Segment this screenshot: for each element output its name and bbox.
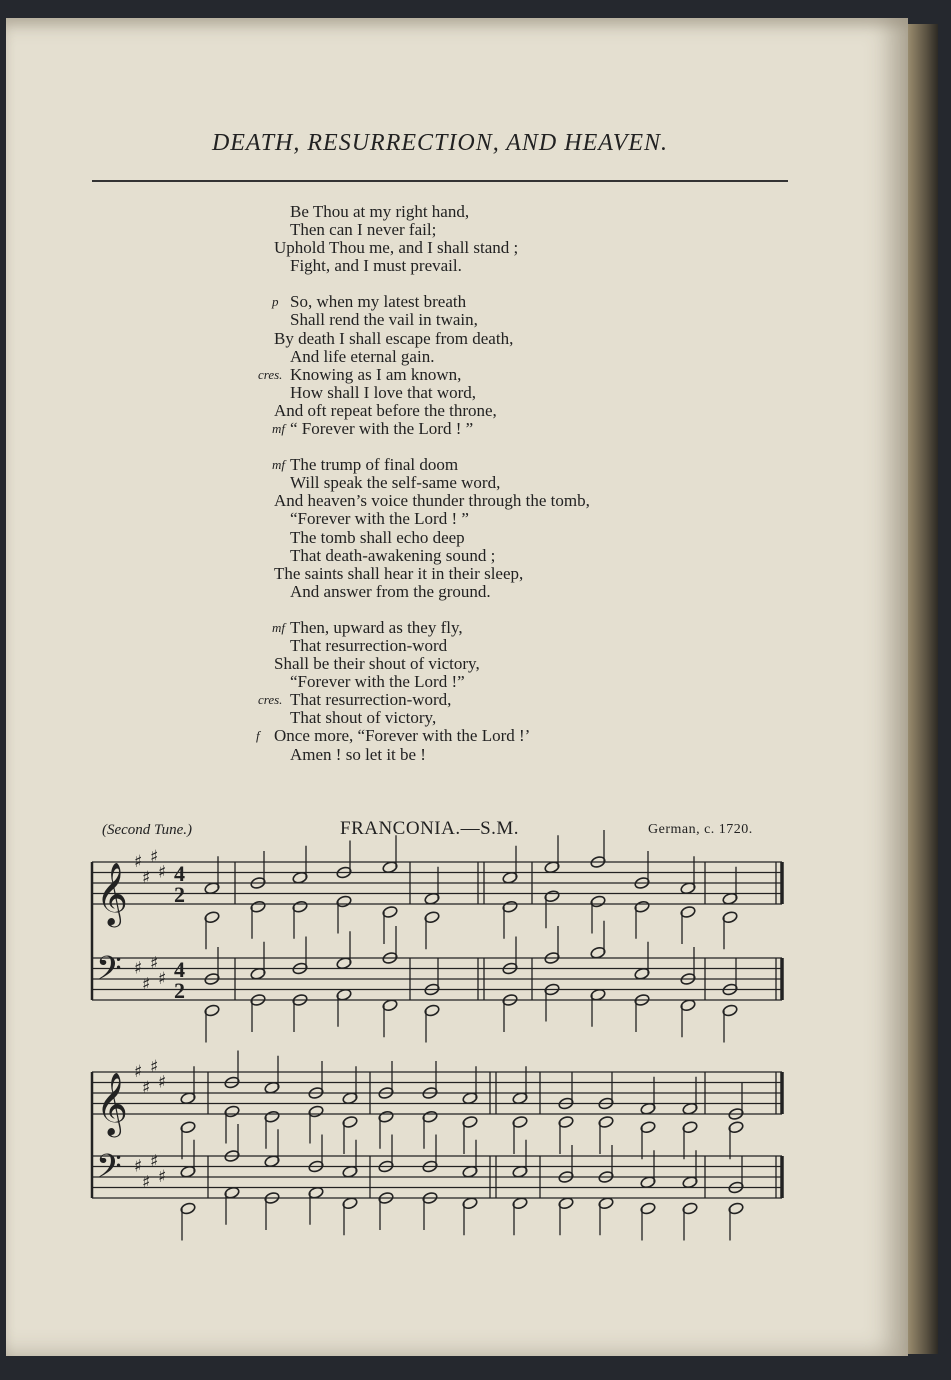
time-signature-bottom: 2	[174, 882, 185, 907]
page-header-title: DEATH, RESURRECTION, AND HEAVEN.	[211, 130, 669, 156]
verse-line-text: And heaven’s voice thunder through the tomb,	[274, 491, 590, 511]
treble-clef: 𝄞	[96, 862, 128, 925]
sharp-sign: ♯	[158, 1167, 167, 1187]
verse-line-text: The trump of final doom	[290, 455, 459, 475]
sharp-sign: ♯	[134, 852, 143, 872]
verse-line-text: “Forever with the Lord !”	[290, 672, 465, 692]
sharp-sign: ♯	[158, 862, 167, 883]
verse-line-text: And life eternal gain.	[290, 346, 435, 366]
sharp-sign: ♯	[134, 958, 143, 979]
verse-line-text: That resurrection-word	[290, 635, 448, 655]
verse-line-text: Then, upward as they fly,	[290, 617, 463, 637]
verse-line-text: Knowing as I am known,	[290, 364, 462, 384]
verse-line-text: How shall I love that word,	[290, 382, 477, 402]
verse-line-text: And oft repeat before the throne,	[274, 400, 497, 420]
verse-line-text: Once more, “Forever with the Lord !’	[274, 726, 531, 746]
verse-line-text: That resurrection-word,	[290, 690, 452, 710]
tune-composer: German, c. 1720.	[648, 822, 753, 837]
verse-line-text: That death-awakening sound ;	[290, 545, 496, 565]
verse-line-text: Will speak the self-same word,	[290, 473, 501, 493]
tune-name: FRANCONIA.—S.M.	[340, 818, 520, 839]
bass-clef: 𝄢	[96, 1148, 122, 1194]
dynamic-marking: p	[272, 294, 279, 310]
verse-line-text: That shout of victory,	[290, 708, 437, 728]
sharp-sign: ♯	[150, 846, 159, 867]
sharp-sign: ♯	[142, 867, 151, 888]
verse-line-text: So, when my latest breath	[290, 292, 467, 312]
verse-line-text: The tomb shall echo deep	[290, 527, 465, 547]
verse-line-text: And answer from the ground.	[290, 581, 491, 601]
time-signature-top: 4	[174, 957, 185, 982]
verse-line-text: Shall rend the vail in twain,	[290, 310, 478, 330]
verse-line-text: By death I shall escape from death,	[274, 328, 514, 348]
sharp-sign: ♯	[158, 1072, 167, 1093]
dynamic-marking: f	[256, 728, 260, 744]
time-signature-top: 4	[174, 861, 185, 886]
verse-line-text: Be Thou at my right hand,	[290, 202, 470, 221]
dynamic-marking: mf	[272, 457, 285, 473]
verse-line-text: “Forever with the Lord ! ”	[290, 509, 469, 529]
sharp-sign: ♯	[150, 953, 159, 974]
dynamic-marking: mf	[272, 421, 285, 437]
time-signature-bottom: 2	[174, 978, 185, 1003]
sharp-sign: ♯	[142, 974, 151, 995]
treble-clef: 𝄞	[96, 1072, 128, 1135]
verse-line-text: Uphold Thou me, and I shall stand ;	[274, 238, 519, 258]
sharp-sign: ♯	[158, 969, 167, 989]
dynamic-marking: cres.	[258, 366, 283, 382]
dynamic-marking: cres.	[258, 692, 283, 708]
tune-label: (Second Tune.)	[102, 822, 192, 838]
sharp-sign: ♯	[134, 1062, 143, 1082]
sharp-sign: ♯	[150, 1151, 159, 1172]
verse-line-text: Fight, and I must prevail.	[290, 256, 462, 276]
sharp-sign: ♯	[150, 1056, 159, 1077]
verse-line-text: Then can I never fail;	[290, 220, 437, 240]
verse-line-text: “ Forever with the Lord ! ”	[290, 419, 474, 439]
sharp-sign: ♯	[134, 1156, 143, 1177]
sharp-sign: ♯	[142, 1172, 151, 1193]
dynamic-marking: mf	[272, 619, 285, 635]
verse-line-text: The saints shall hear it in their sleep,	[274, 563, 524, 583]
verse-line-text: Amen ! so let it be !	[290, 744, 426, 764]
sharp-sign: ♯	[142, 1077, 151, 1098]
bass-clef: 𝄢	[96, 950, 122, 996]
verse-line-text: Shall be their shout of victory,	[274, 654, 480, 674]
